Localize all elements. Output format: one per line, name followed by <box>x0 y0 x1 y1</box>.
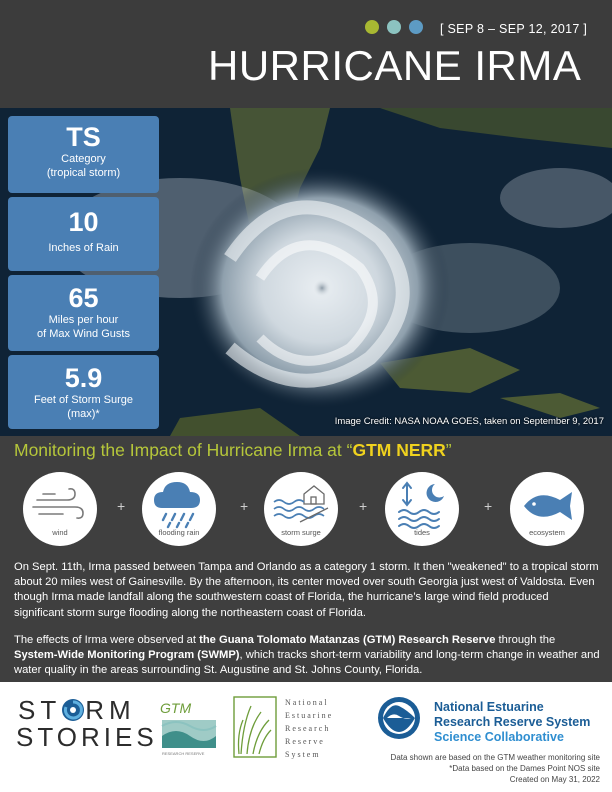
footer <box>0 682 612 792</box>
nerr-line: System <box>285 750 321 759</box>
stat-label: of Max Wind Gusts <box>37 328 130 340</box>
stat-rain <box>8 197 159 271</box>
icon-caption: tides <box>414 528 430 537</box>
noaa-logo-icon <box>377 696 421 740</box>
icon-caption: wind <box>52 528 68 537</box>
monitoring-title <box>14 440 452 461</box>
stat-wind <box>8 275 159 351</box>
logo-text: RM <box>85 695 136 725</box>
nerrs-sc: Science Collaborative <box>434 730 564 744</box>
gtm-logo-text: GTM <box>160 700 192 716</box>
plus-separator: + <box>117 498 126 514</box>
monitoring-title-prefix: Monitoring the Impact of Hurricane Irma at “ <box>14 440 353 460</box>
nerr-line: Reserve <box>285 737 325 746</box>
paragraph-bold: System-Wide Monitoring Program (SWMP) <box>14 649 240 662</box>
stat-label: Category <box>61 153 106 165</box>
icon-caption: ecosystem <box>529 528 565 537</box>
paragraph-bold: the Guana Tolomato Matanzas (GTM) Research Reserve <box>199 634 496 646</box>
paragraph-text: The effects of Irma were observed at <box>14 634 200 646</box>
tides-icon-circle <box>385 472 459 546</box>
stat-value: TS <box>66 122 101 152</box>
note-line: Data shown are based on the GTM weather monitoring site <box>390 753 600 762</box>
stat-value: 5.9 <box>64 363 103 393</box>
dot-icon <box>387 20 401 34</box>
stories-text: STORIES <box>16 722 158 752</box>
dot-icon <box>365 20 379 34</box>
nerr-line: Research <box>285 724 331 733</box>
stat-label: (tropical storm) <box>46 167 121 179</box>
stat-label: Miles per hour <box>48 314 119 326</box>
nerr-grass-icon <box>233 696 277 758</box>
nerrs-line: National Estuarine <box>434 700 544 714</box>
nerr-logo-text <box>285 696 333 761</box>
monitoring-icons <box>0 470 612 550</box>
image-credit: Image Credit: NASA NOAA GOES, taken on September 9, 2017 <box>334 416 604 427</box>
paragraph-swmp <box>14 633 600 679</box>
decorative-dots <box>365 20 423 34</box>
icon-caption: flooding rain <box>158 528 200 537</box>
ecosystem-icon-circle <box>510 472 584 546</box>
hurricane-satellite-image <box>0 108 612 436</box>
stat-value: 65 <box>68 283 99 313</box>
dot-icon <box>409 20 423 34</box>
monitoring-title-highlight: GTM NERR <box>352 440 446 460</box>
flooding-rain-icon-circle <box>142 472 216 546</box>
nerrs-line: Research Reserve System <box>434 715 591 729</box>
stat-label: (max)* <box>67 408 100 420</box>
storm-surge-icon-circle <box>264 472 338 546</box>
date-range: [ SEP 8 – SEP 12, 2017 ] <box>440 22 588 36</box>
stat-label: Feet of Storm Surge <box>33 394 134 406</box>
stat-label: Inches of Rain <box>48 242 119 254</box>
paragraph-text: , which tracks short-term variability and long-term change in weather and water quality in the areas surrounding St. Augustine and St. Johns County, Florida. <box>14 649 600 677</box>
nerrs-science-collaborative <box>434 700 590 745</box>
stat-surge <box>8 355 159 429</box>
page-title: HURRICANE IRMA <box>208 42 582 89</box>
stat-value: 10 <box>68 207 99 237</box>
nerr-line: National <box>285 698 329 707</box>
header <box>0 0 612 108</box>
paragraph-text: through the <box>495 634 556 646</box>
nerr-line: Estuarine <box>285 711 334 720</box>
plus-separator: + <box>240 498 249 514</box>
monitoring-title-suffix: ” <box>445 440 452 460</box>
data-notes <box>391 752 600 785</box>
note-line: *Data based on the Dames Point NOS site <box>449 764 600 773</box>
plus-separator: + <box>484 498 493 514</box>
plus-separator: + <box>359 498 368 514</box>
icon-caption: storm surge <box>281 528 321 537</box>
paragraph-irma-path: On Sept. 11th, Irma passed between Tampa and Orlando as a category 1 storm. It then "weakened" to a tropical storm about 20 miles west of Gainesville. By the afternoon, its center moved over south Georgia just west of Valdosta. Even though Irma made landfall along the southwestern coast of Florida, the hurricane’s large wind field produced significant storm surge flooding along the northeastern coast of Florida. <box>14 561 599 619</box>
logo-text: ST <box>18 695 62 725</box>
gtm-logo-sub: RESEARCH RESERVE <box>162 751 205 756</box>
note-line: Created on May 31, 2022 <box>509 775 600 784</box>
stat-category <box>8 116 159 193</box>
wind-icon-circle <box>23 472 97 546</box>
